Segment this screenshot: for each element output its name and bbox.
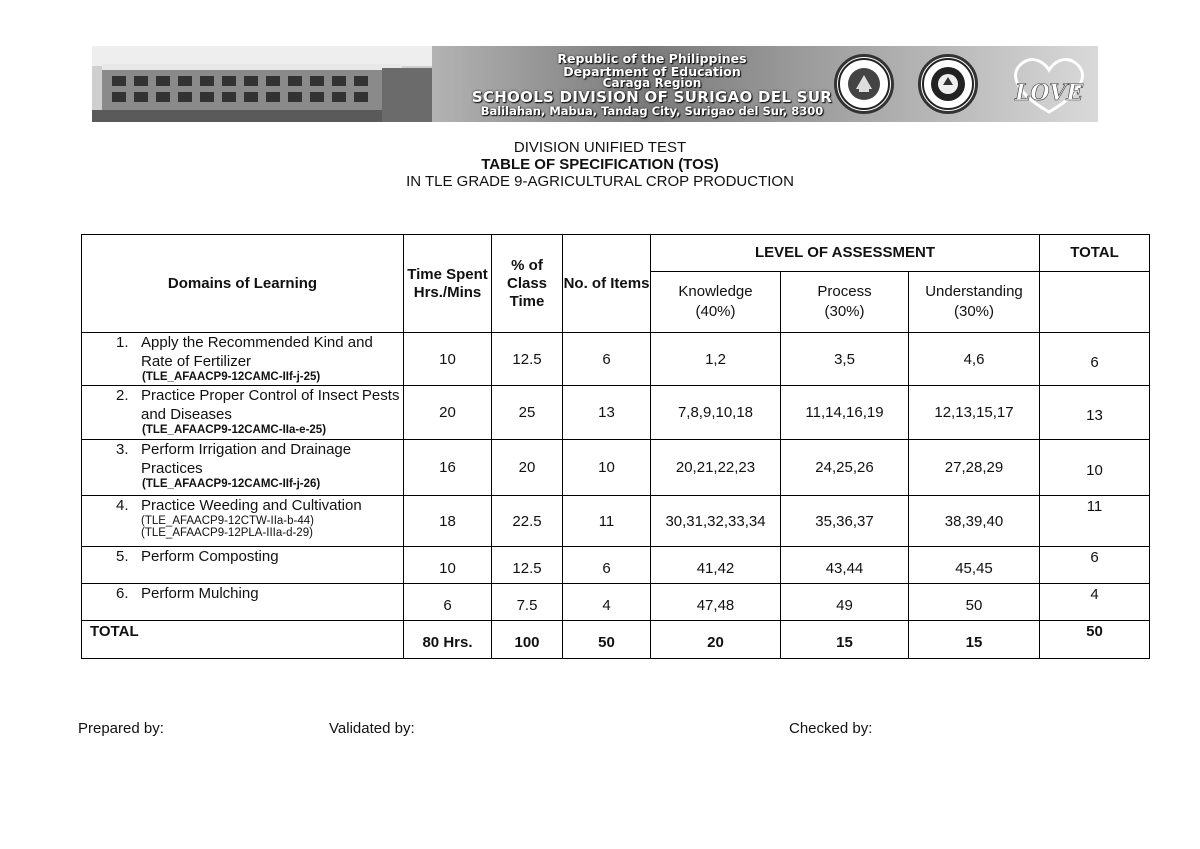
table-row <box>82 386 1150 440</box>
banner-region: Caraga Region <box>602 76 702 90</box>
time-cell: 6 <box>404 584 492 621</box>
competency-code: (TLE_AFAACP9-12PLA-IIIa-d-29) <box>141 527 313 539</box>
total-percent-cell: 100 <box>492 621 563 659</box>
domain-cell: 6. Perform Mulching <box>82 584 404 621</box>
grand-total-cell: 50 <box>1040 621 1150 659</box>
items-cell: 6 <box>563 547 651 584</box>
understanding-cell: 4,6 <box>909 333 1040 386</box>
percent-cell: 12.5 <box>492 333 563 386</box>
love-logo-icon <box>1004 52 1094 118</box>
table-row <box>82 496 1150 547</box>
tos-title: TABLE OF SPECIFICATION (TOS) <box>481 156 719 173</box>
total-time-cell: 80 Hrs. <box>404 621 492 659</box>
subject-title: IN TLE GRADE 9-AGRICULTURAL CROP PRODUCTION <box>406 173 794 190</box>
checked-by-label: Checked by: <box>789 720 873 737</box>
competency-code: (TLE_AFAACP9-12CAMC-IIf-j-25) <box>142 371 321 383</box>
test-title: DIVISION UNIFIED TEST <box>513 139 687 156</box>
table-row <box>82 440 1150 496</box>
total-cell: 13 <box>1040 386 1150 440</box>
domain-text: Perform Composting <box>141 548 279 565</box>
process-cell: 35,36,37 <box>781 496 909 547</box>
table-row <box>82 584 1150 621</box>
knowledge-cell: 41,42 <box>651 547 781 584</box>
items-cell: 11 <box>563 496 651 547</box>
understanding-cell: 50 <box>909 584 1040 621</box>
competency-code: (TLE_AFAACP9-12CTW-IIa-b-44) <box>141 515 314 527</box>
competency-code: (TLE_AFAACP9-12CAMC-IIa-e-25) <box>142 424 327 436</box>
items-cell: 13 <box>563 386 651 440</box>
domain-cell: 4. Practice Weeding and Cultivation (TLE_AFAACP9-12CTW-IIa-b-44) (TLE_AFAACP9-12PLA-IIIa-d-29) <box>82 496 404 547</box>
header-time: Time Spent Hrs./Mins <box>404 235 492 333</box>
items-cell: 4 <box>563 584 651 621</box>
header-total: TOTAL <box>1040 235 1150 272</box>
process-cell: 3,5 <box>781 333 909 386</box>
prepared-by-label: Prepared by: <box>78 720 164 737</box>
items-cell: 6 <box>563 333 651 386</box>
items-cell: 10 <box>563 440 651 496</box>
domain-cell: 2. Practice Proper Control of Insect Pests and Diseases (TLE_AFAACP9-12CAMC-IIa-e-25) <box>82 386 404 440</box>
process-cell: 11,14,16,19 <box>781 386 909 440</box>
total-process-cell: 15 <box>781 621 909 659</box>
header-domains: Domains of Learning <box>82 235 404 333</box>
banner-text <box>442 52 862 118</box>
specification-table <box>81 234 1150 659</box>
knowledge-cell: 47,48 <box>651 584 781 621</box>
banner-department: Department of Education <box>563 64 741 79</box>
domain-cell: 1. Apply the Recommended Kind and Rate of Fertilizer (TLE_AFAACP9-12CAMC-IIf-j-25) <box>82 333 404 386</box>
percent-cell: 7.5 <box>492 584 563 621</box>
domain-text: Perform Mulching <box>141 585 259 602</box>
total-cell: 10 <box>1040 440 1150 496</box>
header-items: No. of Items <box>563 235 651 333</box>
banner-republic: Republic of the Philippines <box>557 51 747 66</box>
table-row <box>82 333 1150 386</box>
knowledge-cell: 20,21,22,23 <box>651 440 781 496</box>
table-row <box>82 547 1150 584</box>
total-cell: 6 <box>1040 333 1150 386</box>
domain-text: Perform Irrigation and Drainage Practices <box>141 441 352 477</box>
process-cell: 43,44 <box>781 547 909 584</box>
percent-cell: 12.5 <box>492 547 563 584</box>
total-cell: 11 <box>1040 496 1150 547</box>
domain-cell: 3. Perform Irrigation and Drainage Practices (TLE_AFAACP9-12CAMC-IIf-j-26) <box>82 440 404 496</box>
percent-cell: 20 <box>492 440 563 496</box>
domain-text: Practice Proper Control of Insect Pests and Diseases <box>141 387 400 423</box>
time-cell: 10 <box>404 333 492 386</box>
total-understanding-cell: 15 <box>909 621 1040 659</box>
banner-division: SCHOOLS DIVISION OF SURIGAO DEL SUR <box>471 88 833 106</box>
time-cell: 16 <box>404 440 492 496</box>
banner-address: Balilahan, Mabua, Tandag City, Surigao del Sur, 8300 <box>480 104 824 118</box>
knowledge-cell: 30,31,32,33,34 <box>651 496 781 547</box>
understanding-cell: 45,45 <box>909 547 1040 584</box>
school-building-image <box>92 46 432 122</box>
understanding-cell: 12,13,15,17 <box>909 386 1040 440</box>
domain-cell: 5. Perform Composting <box>82 547 404 584</box>
header-percent: % of Class Time <box>492 235 563 333</box>
total-cell: 4 <box>1040 584 1150 621</box>
domain-text: Apply the Recommended Kind and Rate of Fertilizer <box>141 334 373 370</box>
division-seal-icon <box>918 54 978 114</box>
total-row <box>82 621 1150 659</box>
document-titles <box>0 139 1200 190</box>
percent-cell: 22.5 <box>492 496 563 547</box>
header-level-of-assessment: LEVEL OF ASSESSMENT <box>651 235 1040 272</box>
time-cell: 18 <box>404 496 492 547</box>
deped-seal-icon <box>834 54 894 114</box>
knowledge-cell: 7,8,9,10,18 <box>651 386 781 440</box>
time-cell: 10 <box>404 547 492 584</box>
time-cell: 20 <box>404 386 492 440</box>
svg-text:LOVE: LOVE <box>1014 80 1084 106</box>
percent-cell: 25 <box>492 386 563 440</box>
header-understanding: Understanding (30%) <box>909 272 1040 333</box>
header-knowledge: Knowledge (40%) <box>651 272 781 333</box>
process-cell: 24,25,26 <box>781 440 909 496</box>
domain-text: Practice Weeding and Cultivation <box>141 497 362 514</box>
total-cell: 6 <box>1040 547 1150 584</box>
process-cell: 49 <box>781 584 909 621</box>
total-label: TOTAL <box>82 621 404 659</box>
competency-code: (TLE_AFAACP9-12CAMC-IIf-j-26) <box>142 478 321 490</box>
header-banner <box>92 46 1098 122</box>
header-process: Process (30%) <box>781 272 909 333</box>
knowledge-cell: 1,2 <box>651 333 781 386</box>
understanding-cell: 38,39,40 <box>909 496 1040 547</box>
validated-by-label: Validated by: <box>329 720 415 737</box>
header-total-blank <box>1040 272 1150 333</box>
total-items-cell: 50 <box>563 621 651 659</box>
total-knowledge-cell: 20 <box>651 621 781 659</box>
understanding-cell: 27,28,29 <box>909 440 1040 496</box>
